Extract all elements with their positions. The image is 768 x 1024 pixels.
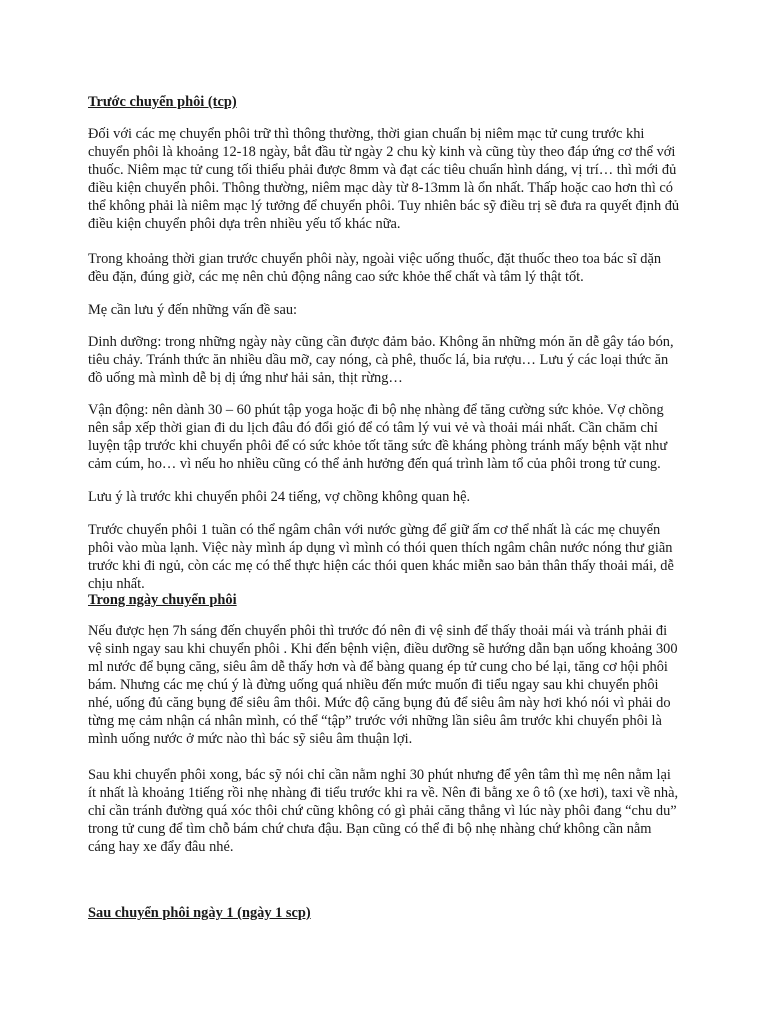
section-heading-before-transfer: Trước chuyển phôi (tcp): [88, 94, 237, 110]
paragraph-nutrition: Dinh dưỡng: trong những ngày này cũng cần được đảm bảo. Không ăn những món ăn dễ gây táo bón, tiêu chảy. Tránh thức ăn nhiều dầu mỡ, cay nóng, cà phê, thuốc lá, bia rượu… Lưu ý các loại thức ăn đồ uống mà mình dễ bị dị ứng như hải sản, thịt rừng…: [88, 334, 674, 386]
paragraph-transfer-day-preparation: Nếu được hẹn 7h sáng đến chuyển phôi thì trước đó nên đi vệ sinh để thấy thoải mái và tránh phải đi vệ sinh ngay sau khi chuyển phôi . Khi đến bệnh viện, điều dưỡng sẽ hướng dẫn bạn uống khoảng 300 ml nước để bụng căng, siêu âm dễ thấy hơn và để bàng quang ép tử cung cho bé lại, tăng cơ hội phôi bám. Nhưng các mẹ chú ý là đừng uống quá nhiều đến mức muốn đi tiểu ngay sau khi chuyển phôi nhé, uống đủ căng bụng để siêu âm thôi. Mức độ căng bụng đủ để siêu âm này hơi khó nói vì phải do từng mẹ cảm nhận cá nhân mình, có thể “tập” trước với những lần siêu âm trước khi chuyển phôi là mình uống nước ở mức nào thì bác sỹ siêu âm thuận lợi.: [88, 623, 678, 747]
paragraph-health-preparation: Trong khoảng thời gian trước chuyển phôi này, ngoài việc uống thuốc, đặt thuốc theo toa bác sĩ dặn đều đặn, đúng giờ, các mẹ nên chủ động nâng cao sức khỏe thể chất và tâm lý thật tốt.: [88, 251, 662, 285]
paragraph-endometrium-preparation: Đối với các mẹ chuyển phôi trữ thì thông thường, thời gian chuẩn bị niêm mạc tử cung trước khi chuyển phôi là khoảng 12-18 ngày, bắt đầu từ ngày 2 chu kỳ kinh và cũng tùy theo đáp ứng cơ thể với thuốc. Niêm mạc tử cung tối thiểu phải được 8mm và đạt các tiêu chuẩn hình dáng, vị trí… thì mới đủ điều kiện chuyển phôi. Thông thường, niêm mạc dày từ 8-13mm là ổn nhất. Thấp hoặc cao hơn thì có thể không phải là niêm mạc lý tưởng để chuyển phôi. Tuy nhiên bác sỹ điều trị sẽ đưa ra quyết định đủ điều kiện chuyển phôi dựa trên nhiều yếu tố khác nữa.: [88, 126, 680, 232]
paragraph-notes-intro: Mẹ cần lưu ý đến những vấn đề sau:: [88, 302, 298, 318]
section-heading-day-one-after-transfer: Sau chuyển phôi ngày 1 (ngày 1 scp): [88, 905, 311, 921]
paragraph-after-transfer-rest: Sau khi chuyển phôi xong, bác sỹ nói chỉ cần nằm nghỉ 30 phút nhưng để yên tâm thì mẹ nên nằm lại ít nhất là khoảng 1tiếng rồi nhẹ nhàng đi tiểu trước khi ra về. Nên đi bằng xe ô tô (xe hơi), taxi về nhà, chỉ cần tránh đường quá xóc thôi chứ cũng không có gì phải căng thẳng vì lúc này phôi đang “chu du” trong tử cung để tìm chỗ bám chứ chưa đậu. Bạn cũng có thể đi bộ nhẹ nhàng chứ không cần nằm cáng hay xe đẩy đâu nhé.: [88, 767, 679, 855]
paragraph-exercise: Vận động: nên dành 30 – 60 phút tập yoga hoặc đi bộ nhẹ nhàng để tăng cường sức khỏe. Vợ chồng nên sắp xếp thời gian đi du lịch đâu đó đổi gió để có tâm lý vui vẻ và thoải mái nhất. Cần chăm chỉ luyện tập trước khi chuyển phôi để có sức khỏe tốt tăng sức đề kháng phòng tránh mấy bệnh vặt như cảm cúm, ho… vì nếu ho nhiều cũng có thể ảnh hưởng đến quá trình làm tổ của phôi trong tử cung.: [88, 402, 668, 472]
paragraph-abstinence-note: Lưu ý là trước khi chuyển phôi 24 tiếng, vợ chồng không quan hệ.: [88, 489, 471, 505]
section-heading-transfer-day: Trong ngày chuyển phôi: [88, 592, 237, 608]
paragraph-foot-soak: Trước chuyển phôi 1 tuần có thể ngâm chân với nước gừng để giữ ấm cơ thể nhất là các mẹ chuyển phôi vào mùa lạnh. Việc này mình áp dụng vì mình có thói quen thích ngâm chân nước nóng thư giãn trước khi đi ngủ, còn các mẹ có thể thực hiện các thói quen khác miễn sao bản thân thấy thoải mái, dễ chịu nhất.: [88, 522, 674, 592]
